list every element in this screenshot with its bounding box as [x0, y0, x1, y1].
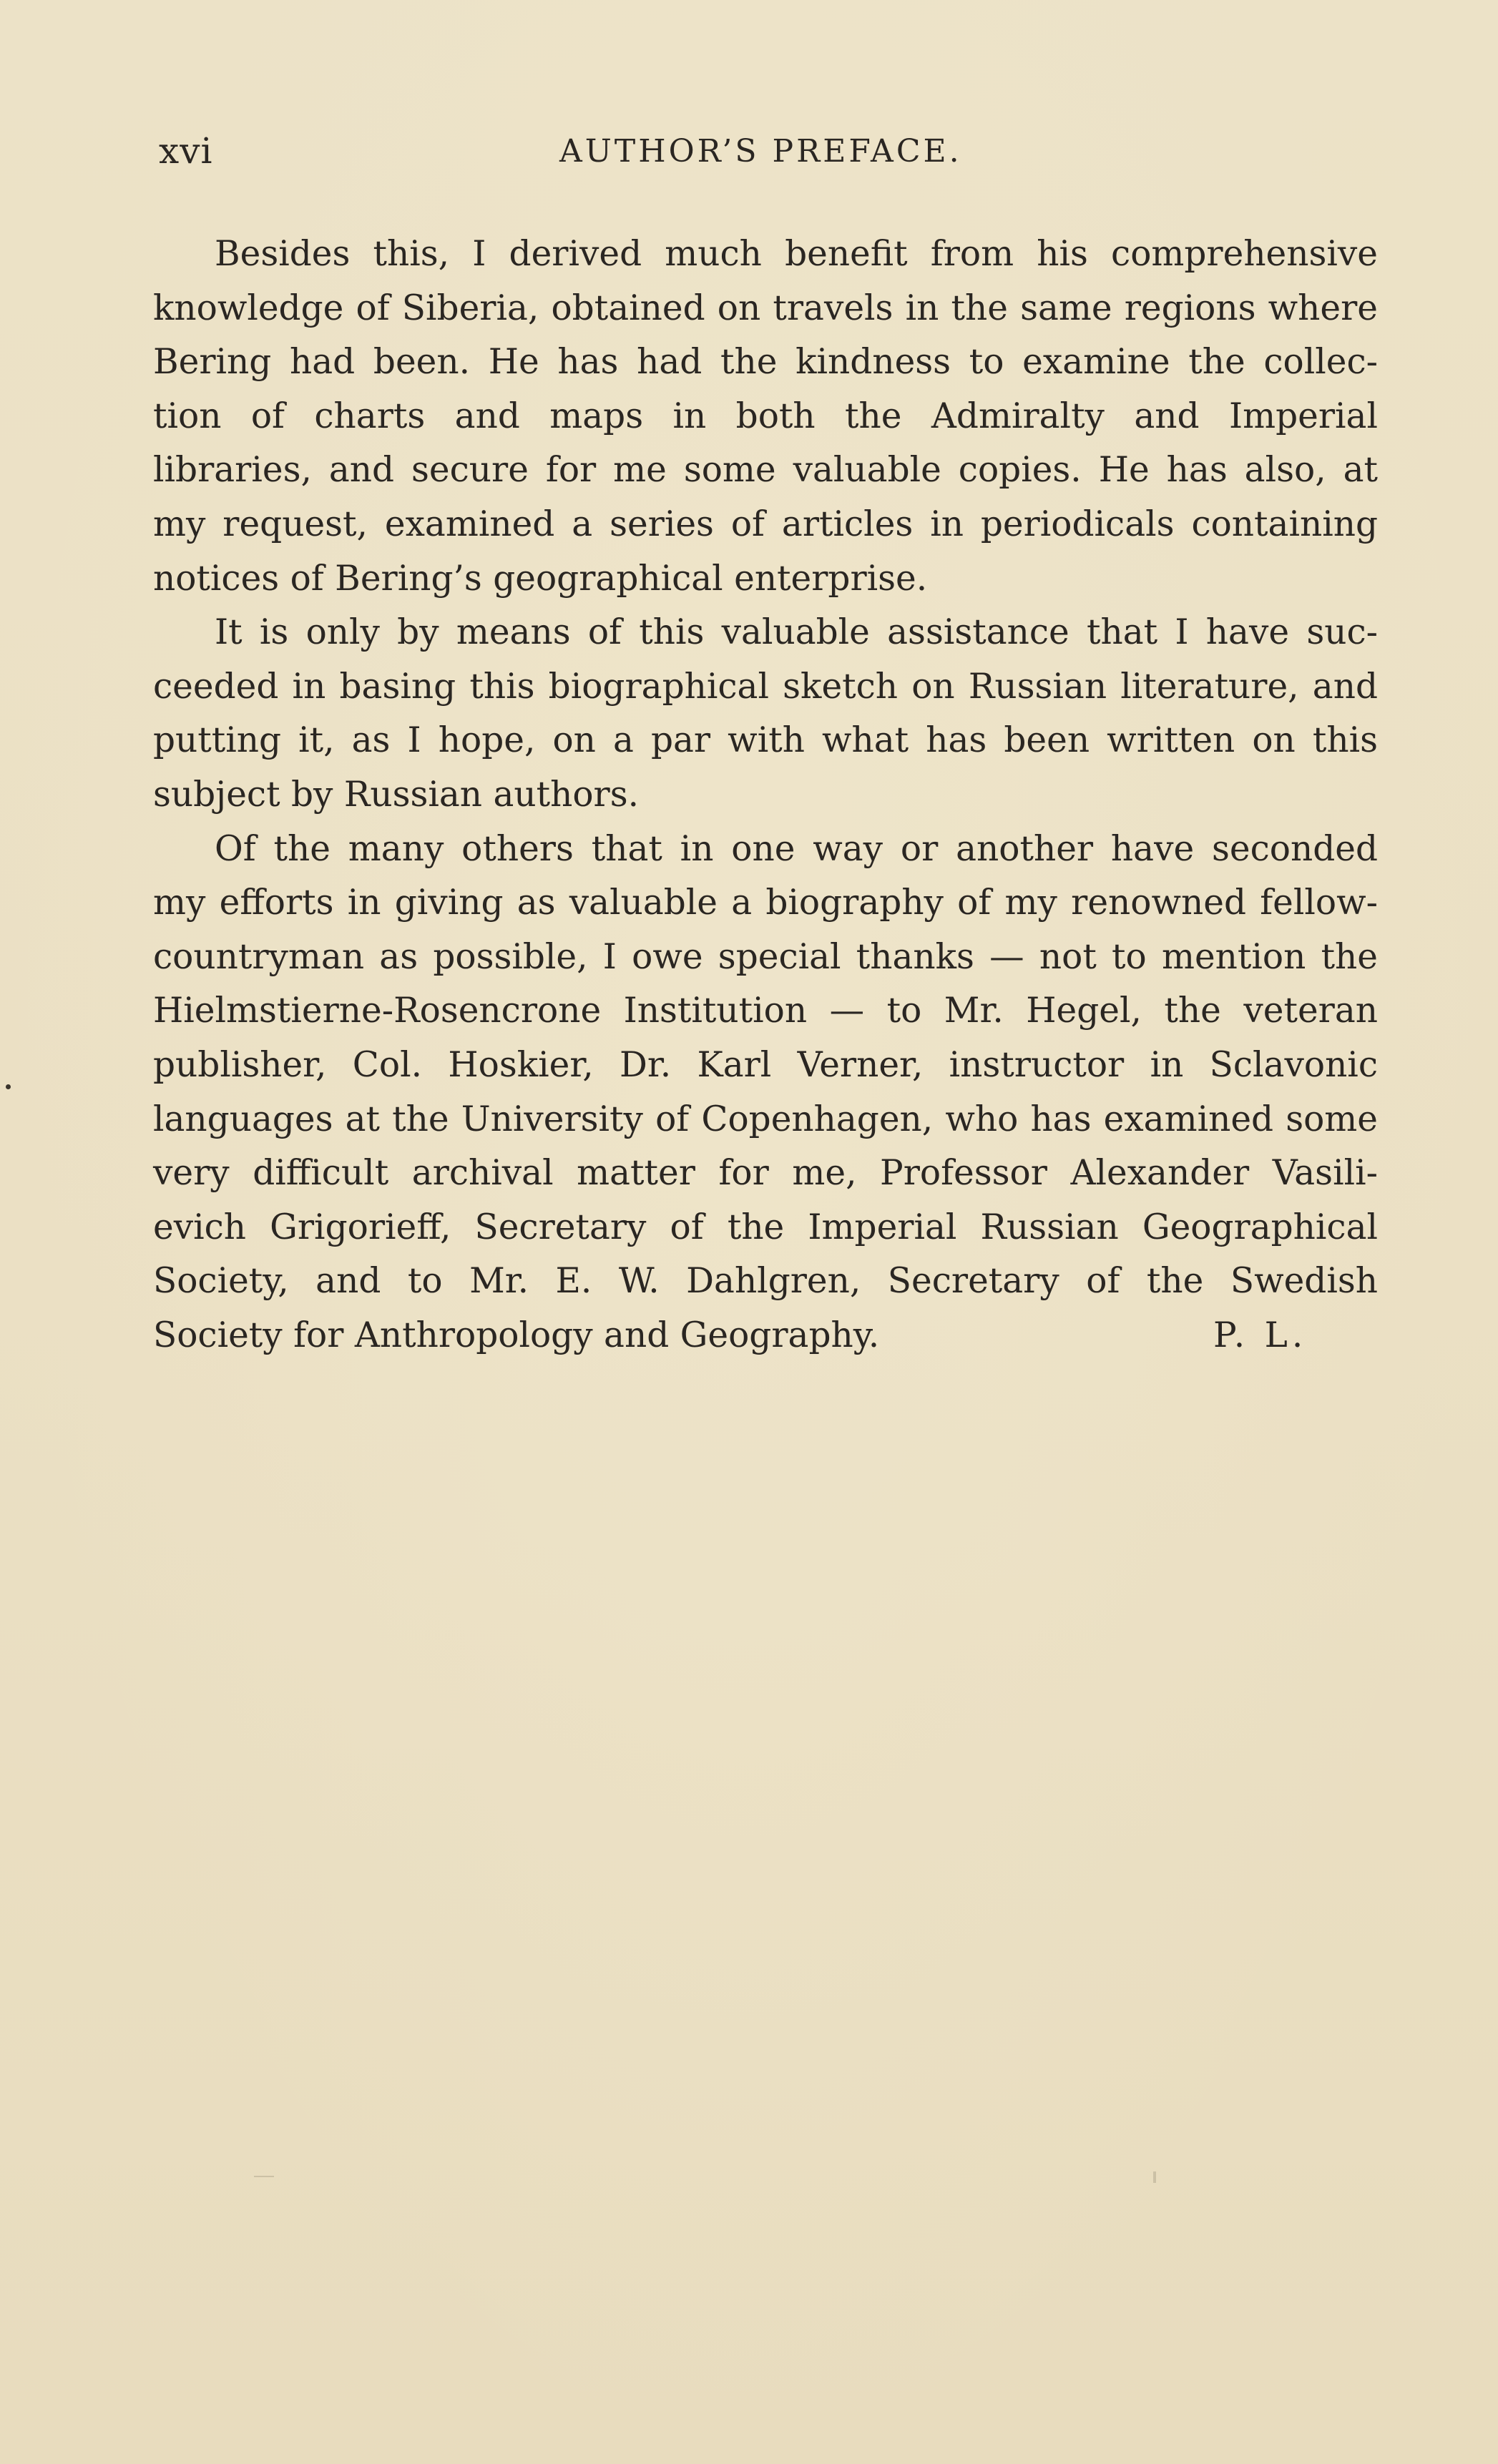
page-header	[159, 130, 1283, 180]
text-line: my efforts in giving as valuable a biography of my renowned fellow-	[153, 883, 1378, 923]
running-head: AUTHOR’S PREFACE.	[559, 133, 962, 170]
text-line: ceeded in basing this biographical sketch on Russian literature, and	[153, 666, 1378, 707]
text-line: countryman as possible, I owe special thanks — not to mention the	[153, 936, 1378, 977]
text-line: Besides this, I derived much benefit from his comprehensive	[215, 234, 1378, 274]
text-line: Hielmstierne-Rosencrone Institution — to Mr. Hegel, the veteran	[153, 991, 1378, 1031]
text-line: languages at the University of Copenhagen, who has examined some	[153, 1099, 1378, 1139]
author-signature: P. L.	[1213, 1315, 1308, 1355]
margin-speck	[6, 1084, 11, 1089]
text-line: Society, and to Mr. E. W. Dahlgren, Secretary of the Swedish	[153, 1261, 1378, 1302]
text-line: Of the many others that in one way or another have seconded	[215, 828, 1378, 869]
text-line: tion of charts and maps in both the Admiralty and Imperial	[153, 396, 1378, 436]
body-text	[153, 227, 1378, 1363]
text-line: Society for Anthropology and Geography.	[153, 1315, 880, 1355]
text-line: knowledge of Siberia, obtained on travels in the same regions where	[153, 288, 1378, 328]
closing-line	[153, 1309, 1378, 1363]
text-line: publisher, Col. Hoskier, Dr. Karl Verner, instructor in Sclavonic	[153, 1044, 1378, 1085]
text-line: subject by Russian authors.	[153, 774, 640, 815]
text-line: very difficult archival matter for me, Professor Alexander Vasili-	[153, 1153, 1378, 1194]
paper-mark	[1153, 2171, 1156, 2183]
text-line: libraries, and secure for me some valuable copies. He has also, at	[153, 450, 1378, 491]
page-number: xvi	[159, 130, 213, 172]
text-line: notices of Bering’s geographical enterprise.	[153, 558, 928, 599]
text-line: evich Grigorieff, Secretary of the Imperial Russian Geographical	[153, 1207, 1378, 1247]
text-line: Bering had been. He has had the kindness to examine the collec-	[153, 342, 1378, 383]
text-line: putting it, as I hope, on a par with what has been written on this	[153, 720, 1378, 761]
paper-mark	[254, 2176, 274, 2177]
text-line: It is only by means of this valuable assistance that I have suc-	[215, 612, 1378, 653]
text-line: my request, examined a series of articles in periodicals containing	[153, 504, 1378, 544]
